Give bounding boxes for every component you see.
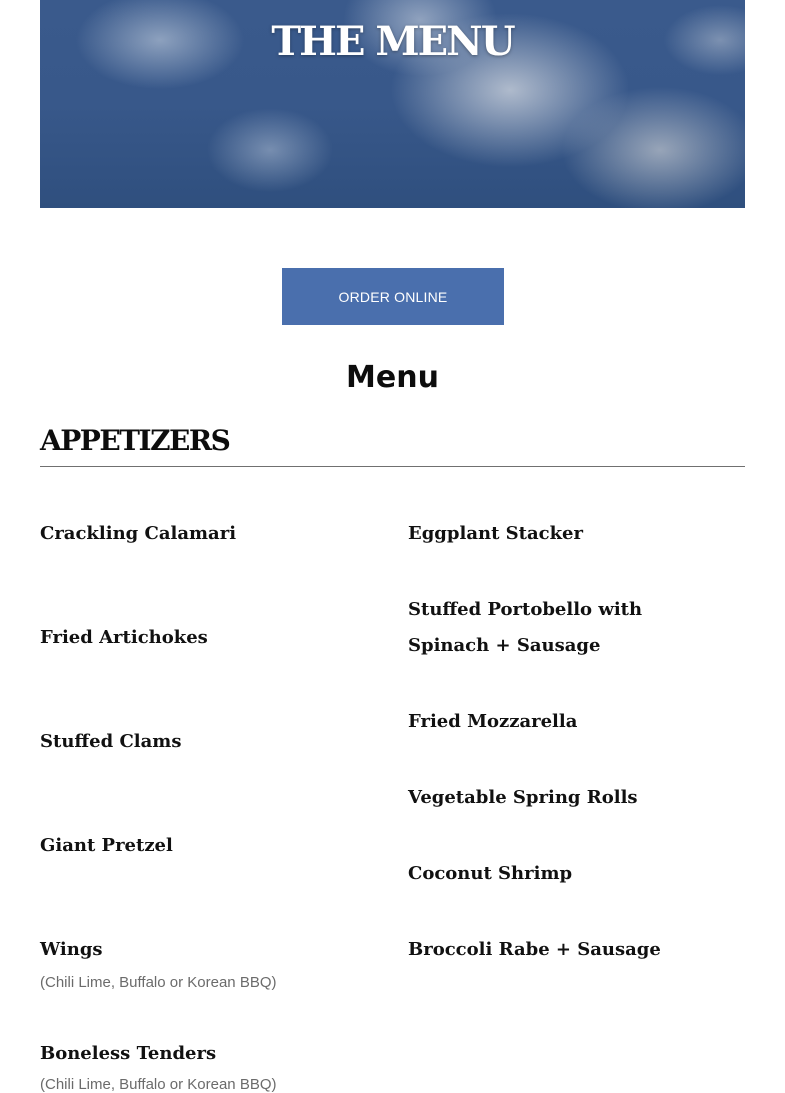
menu-item: Coconut Shrimp [408,863,573,884]
hero-title: THE MENU [271,18,514,65]
menu-item: Fried Mozzarella [408,711,578,732]
category-heading-appetizers: APPETIZERS [40,424,230,457]
category-divider [40,466,745,467]
menu-title: Menu [346,360,439,395]
menu-item-continued: Spinach + Sausage [408,635,601,656]
hero-banner [40,0,745,208]
menu-item: Giant Pretzel [40,835,173,856]
menu-item: Vegetable Spring Rolls [408,787,638,808]
menu-item: Crackling Calamari [40,523,237,544]
menu-item: Wings [40,939,103,960]
menu-item: Stuffed Portobello with [408,599,643,620]
menu-item: Broccoli Rabe + Sausage [408,939,661,960]
menu-item-note: (Chili Lime, Buffalo or Korean BBQ) [40,1076,277,1093]
menu-item: Eggplant Stacker [408,523,583,544]
menu-item: Stuffed Clams [40,731,182,752]
menu-item: Fried Artichokes [40,627,208,648]
menu-item: Boneless Tenders [40,1043,217,1064]
menu-item-note: (Chili Lime, Buffalo or Korean BBQ) [40,974,277,991]
order-online-button[interactable]: ORDER ONLINE [282,268,504,325]
